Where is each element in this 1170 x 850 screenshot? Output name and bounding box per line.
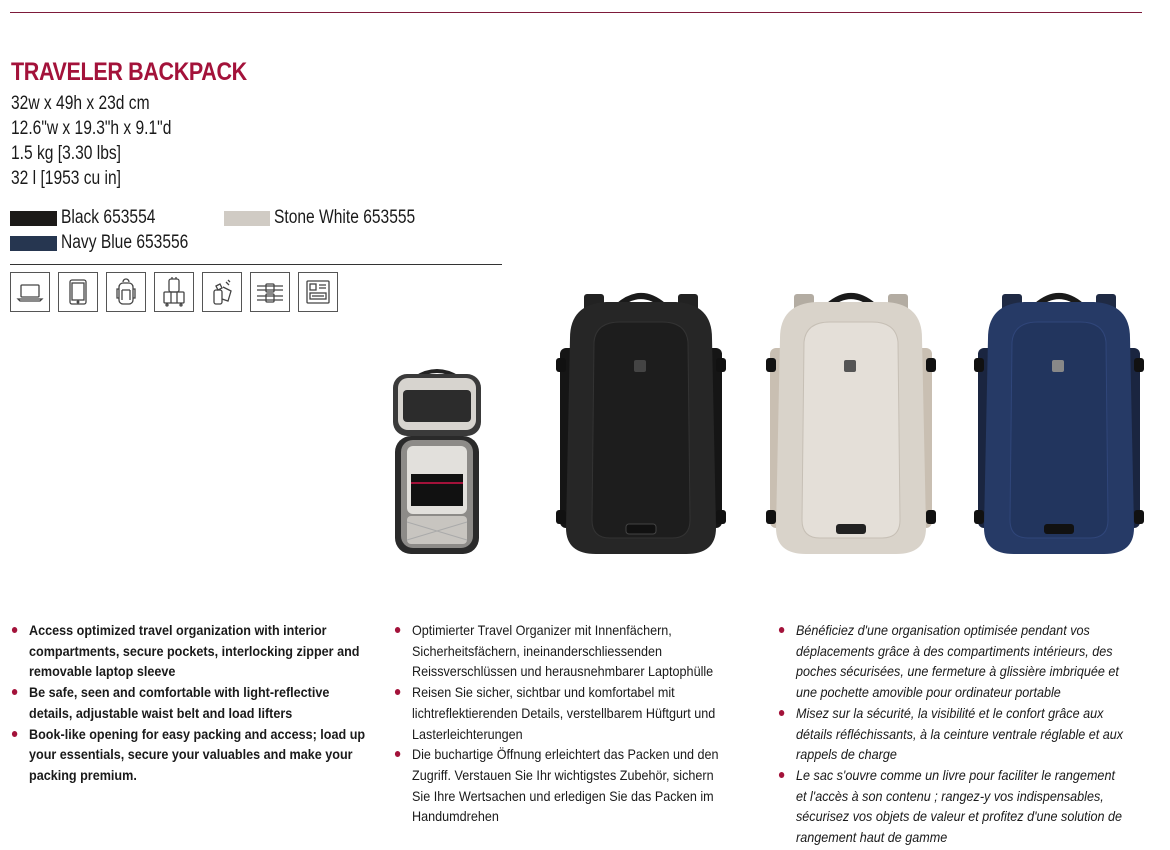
color-option-black — [10, 207, 176, 229]
list-item: Reisen Sie sicher, sichtbar und komfortabel mit lichtreflektierenden Details, verstellbarem Hüftgurt und Lasterleichterungen — [394, 682, 724, 744]
list-item: Be safe, seen and comfortable with light-reflective details, adjustable waist belt and load lifters — [11, 682, 366, 723]
color-swatch — [224, 211, 270, 226]
color-option-stone-white — [224, 207, 446, 229]
black-backpack-icon — [556, 288, 726, 563]
color-option-navy-blue — [10, 232, 216, 254]
color-label: Navy Blue 653556 — [61, 232, 189, 253]
trolley-sleeve-icon — [154, 272, 194, 312]
navy-backpack-icon — [974, 288, 1144, 563]
list-item: Le sac s'ouvre comme un livre pour faciliter le rangement et l'accès à son contenu ; rangez-y vos indispensables, sécurisez vos objets de valeur et profitez d'une solution de rangement haut de gamme — [778, 765, 1125, 848]
spec-volume: 32 l [1953 cu in] — [11, 168, 122, 189]
tablet-icon — [58, 272, 98, 312]
features-german — [394, 620, 761, 827]
feature-icons — [10, 272, 338, 312]
list-item: Misez sur la sécurité, la visibilité et le confort grâce aux détails réfléchissants, à la ceinture ventrale réglable et aux rappels de charge — [778, 703, 1125, 765]
list-item: Book-like opening for easy packing and access; load up your essentials, secure your valuables and make your packing premium. — [11, 724, 366, 786]
features-french — [778, 620, 1163, 848]
section-divider — [10, 264, 502, 265]
backpack-icon — [106, 272, 146, 312]
top-divider — [10, 12, 1142, 13]
features-english — [11, 620, 405, 786]
organizer-icon — [298, 272, 338, 312]
list-item: Optimierter Travel Organizer mit Innenfächern, Sicherheitsfächern, ineinanderschliessenden Reissverschlüssen und herausnehmbarer Laptophülle — [394, 620, 724, 682]
list-item: Die buchartige Öffnung erleichtert das Packen und den Zugriff. Verstauen Sie Ihr wichtigstes Zubehör, sichern Sie Ihre Wertsachen und erledigen Sie das Packen im Handumdrehen — [394, 744, 724, 827]
adjustable-straps-icon — [250, 272, 290, 312]
open-backpack-icon — [385, 366, 489, 563]
color-label: Black 653554 — [61, 207, 156, 228]
bottle-pocket-icon — [202, 272, 242, 312]
stone-white-backpack-icon — [766, 288, 936, 563]
color-swatch — [10, 211, 57, 226]
product-title: TRAVELER BACKPACK — [11, 58, 247, 86]
color-label: Stone White 653555 — [274, 207, 416, 228]
color-swatch — [10, 236, 57, 251]
list-item: Bénéficiez d'une organisation optimisée pendant vos déplacements grâce à des compartiments intérieurs, des poches sécurisées, une fermeture à glissière imbriquée et une pochette amovible pour ordinateur portable — [778, 620, 1125, 703]
list-item: Access optimized travel organization with interior compartments, secure pockets, interlocking zipper and removable laptop sleeve — [11, 620, 366, 682]
laptop-icon — [10, 272, 50, 312]
spec-dimensions-cm: 32w x 49h x 23d cm — [11, 93, 150, 114]
spec-dimensions-in: 12.6"w x 19.3"h x 9.1"d — [11, 118, 172, 139]
spec-weight: 1.5 kg [3.30 lbs] — [11, 143, 122, 164]
product-specs — [11, 91, 207, 191]
